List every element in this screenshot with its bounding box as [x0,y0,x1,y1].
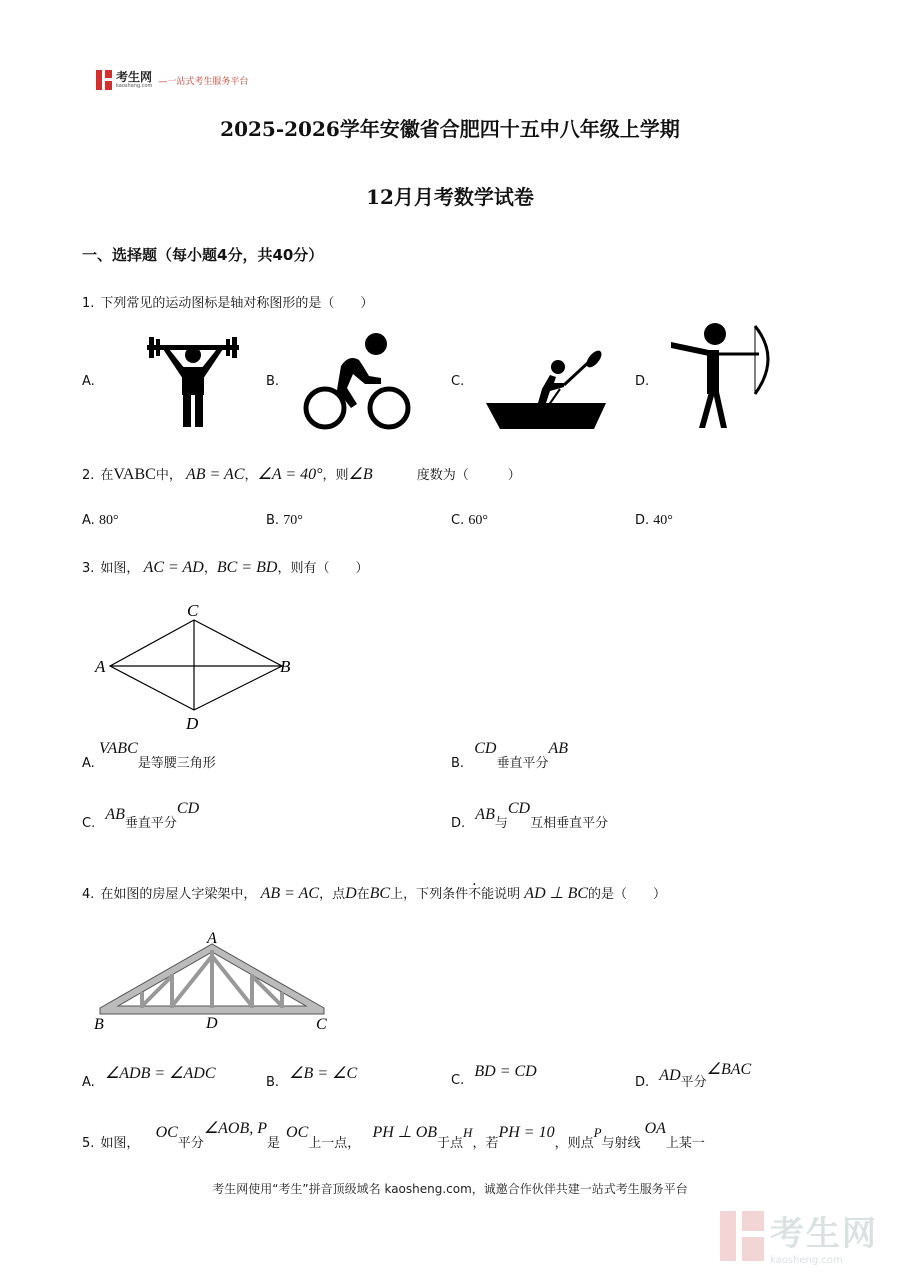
watermark-logo-icon [720,1211,764,1261]
watermark: 考生网 kaosheng.com [720,1206,878,1266]
question-5: 5. 如图， OC平分∠AOB, P是OC上一点， PH ⊥ OB于点H，若PH = 10，则点P与射线OA上某一 [82,1120,705,1151]
q3-option-a: A. VABC是等腰三角形 [82,740,216,771]
label-c: C [187,601,199,620]
page-title-line2: 12月月考数学试卷 [366,185,534,209]
label-a: A [95,657,106,676]
label-d: D [206,1015,218,1032]
question-3: 3. 如图， AC = AD，BC = BD，则有（ ） [82,559,369,576]
question-4: 4. 在如图的房屋人字梁架中， AB = AC，点D在BC上，下列条件不能说明 AD ⊥ BC的是（ ） [82,885,667,902]
q3-rhombus-figure [92,598,302,738]
question-2: 2. 在VABC中， AB = AC，∠A = 40°，则∠B 度数为（ ） [82,466,521,483]
q4-option-a: A. ∠ADB = ∠ADC [82,1065,216,1090]
section-heading: 一、选择题（每小题4分，共40分） [82,246,324,264]
q3-option-c: C. AB垂直平分CD [82,800,200,831]
page-footer: 考生网使用“考生”拼音顶级域名 kaosheng.com，诚邀合作伙伴共建一站式考生服务平台 [212,1182,688,1196]
q2-option-b: B. 70° [266,513,303,528]
q3-option-d: D. AB与CD互相垂直平分 [451,800,609,831]
logo-url: kaosheng.com [116,83,153,89]
archery-icon [669,322,773,434]
logo-text: 考生网 [116,70,153,84]
label-b: B [94,1016,104,1033]
q4-roof-truss-figure [88,928,338,1038]
page-title-line1: 2025-2026学年安徽省合肥四十五中八年级上学期 [220,117,680,141]
q4-option-c: C. BD = CD [451,1063,537,1088]
q4-option-b: B. ∠B = ∠C [266,1065,358,1090]
question-1: 1. 下列常见的运动图标是轴对称图形的是（ ） [82,296,374,311]
label-c: C [316,1016,327,1033]
weightlifting-icon [145,333,241,433]
label-a: A [207,930,217,947]
q1-option-c-label: C. [451,374,465,389]
q4-option-d: D. AD平分∠BAC [635,1061,752,1090]
rowing-icon [484,349,608,435]
q3-option-b: B. CD垂直平分AB [451,740,568,771]
label-d: D [186,714,199,733]
q2-option-d: D. 40° [635,513,673,528]
q1-option-b-label: B. [266,374,280,389]
logo-slogan: —一站式考生服务平台 [158,76,249,87]
q2-option-a: A. 80° [82,513,119,528]
q2-option-c: C. 60° [451,513,488,528]
header-logo [96,70,248,90]
label-b: B [280,657,291,676]
logo-mark-icon [96,70,112,90]
q1-option-a-label: A. [82,374,95,389]
cycling-icon [301,330,413,434]
q1-option-d-label: D. [635,374,650,389]
